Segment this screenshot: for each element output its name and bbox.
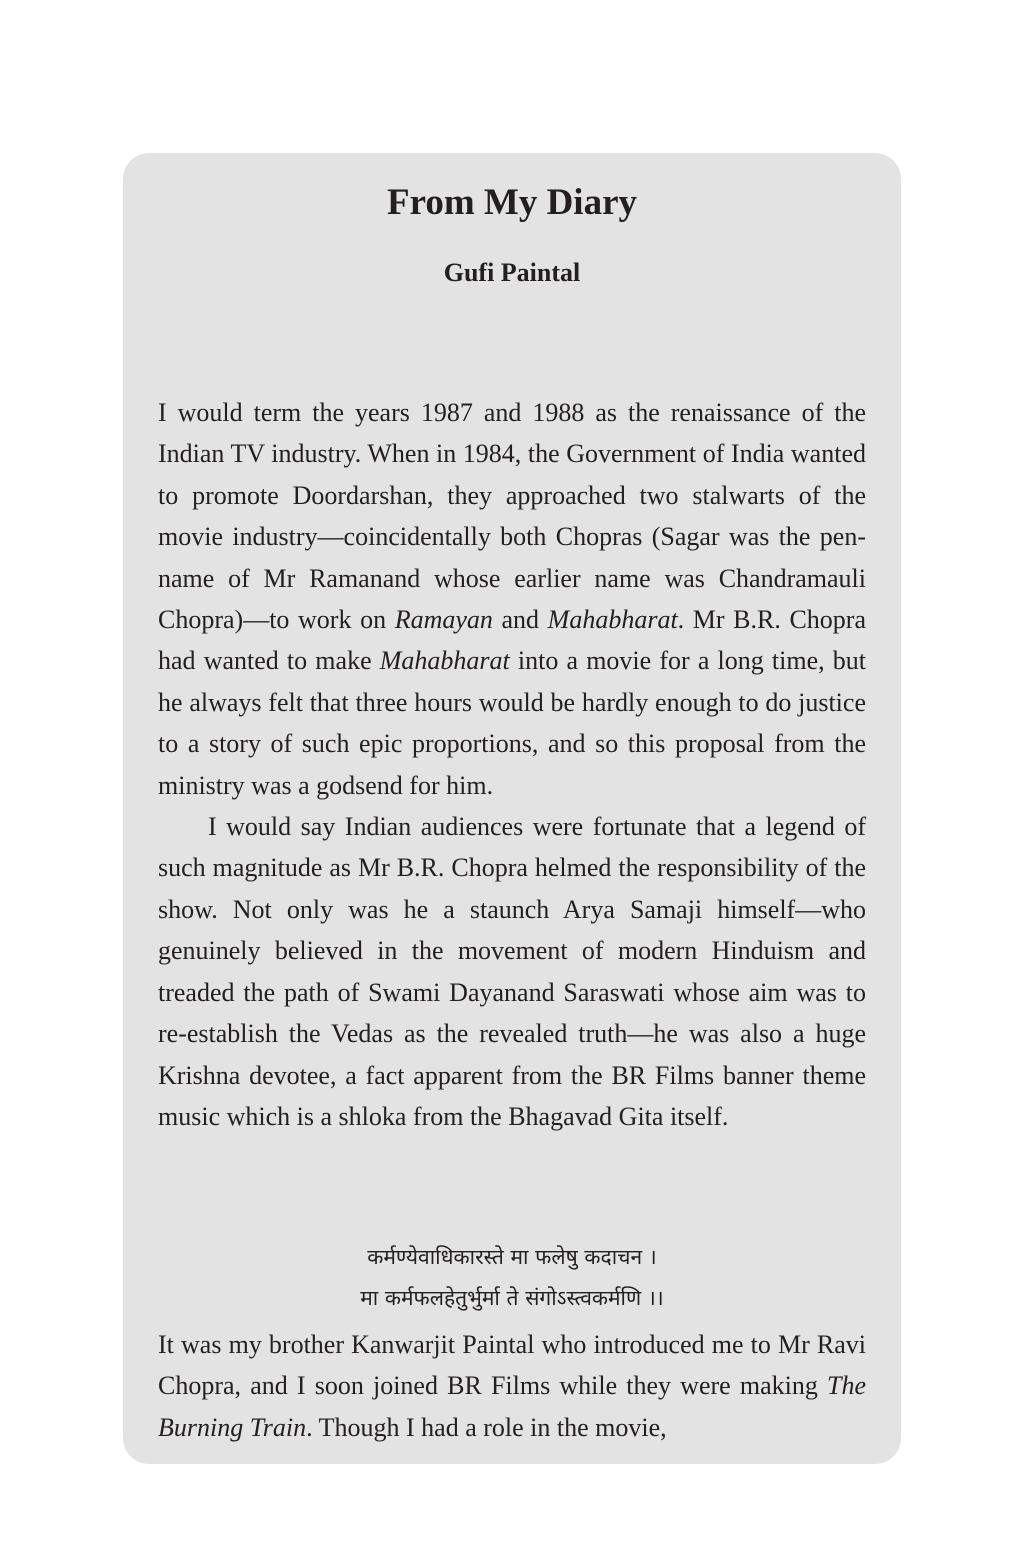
p1-ramayan: Ramayan: [394, 605, 493, 635]
author-name: Gufi Paintal: [443, 258, 581, 287]
verse-line-2: मा कर्मफलहेतुर्भुर्मा ते संगोऽस्त्वकर्मणि ।।: [360, 1286, 664, 1310]
p3-text-1: It was my brother Kanwarjit Paintal who introduced me to Mr Ravi Chopra, and I soon joined BR Films while they were making: [158, 1330, 866, 1401]
paragraph-1: [158, 392, 866, 806]
verse-line-1: कर्मण्येवाधिकारस्ते मा फलेषु कदाचन ।: [367, 1245, 657, 1269]
p3-film-title: The Burning Train: [158, 1371, 866, 1442]
shloka-verse: [123, 1237, 901, 1319]
paragraph-3: [158, 1324, 866, 1448]
p3-text-2: . Though I had a role in the movie,: [306, 1412, 667, 1442]
chapter-title: From My Diary: [386, 182, 638, 223]
p1-text-1: I would term the years 1987 and 1988 as the renaissance of the Indian TV industry. When in 1984, the Government of India wanted to promote Doordarshan, they approached two stalwarts of the movie industry—coincidentally both Chopras (Sagar was the pen-name of Mr Ramanand whose earlier name was Chandramauli Chopra)—to work on: [158, 398, 866, 635]
sidebar-box: [123, 153, 901, 1464]
p1-and: and: [492, 605, 548, 635]
body-text-top: [158, 392, 866, 1137]
p1-text-2: . Mr B.R. Chopra had wanted to make: [158, 605, 867, 676]
paragraph-2: I would say Indian audiences were fortunate that a legend of such magnitude as Mr B.R. Chopra helmed the responsibility of the show. Not only was he a staunch Arya Samaji himself—who genuinely believed in the movement of modern Hinduism and treaded the path of Swami Dayanand Saraswati whose aim was to re-establish the Vedas as the revealed truth—he was also a huge Krishna devotee, a fact apparent from the BR Films banner theme music which is a shloka from the Bhagavad Gita itself.: [158, 812, 866, 1131]
p1-mahabharat-2: Mahabharat: [379, 646, 510, 676]
p1-mahabharat-1: Mahabharat: [547, 605, 678, 635]
p1-text-3: into a movie for a long time, but he always felt that three hours would be hardly enough to do justice to a story of such epic proportions, and so this proposal from the ministry was a godsend for him.: [158, 646, 866, 800]
body-text-bottom: [158, 1324, 866, 1448]
